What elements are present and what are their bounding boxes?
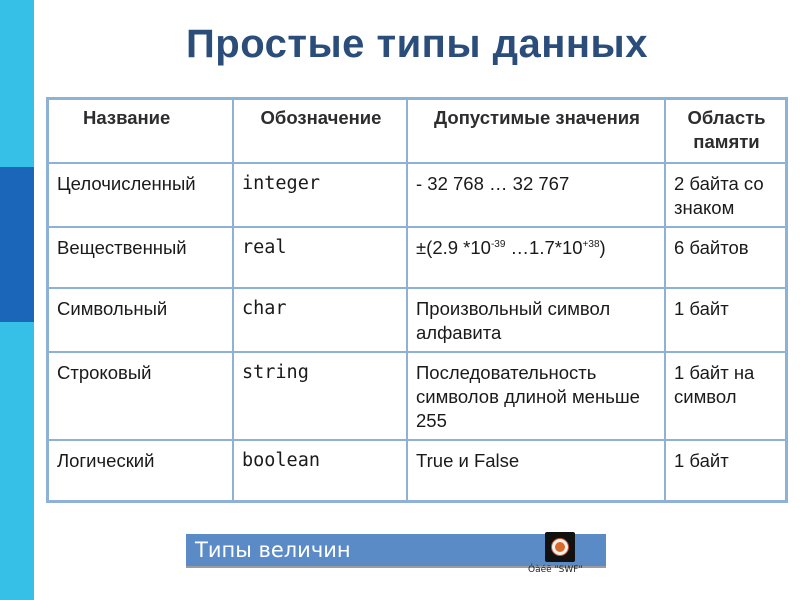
type-range: - 32 768 … 32 767	[407, 163, 665, 227]
range-exponent-min: -39	[490, 238, 506, 250]
type-memory: 1 байт на символ	[665, 352, 786, 440]
swf-file-icon[interactable]	[545, 532, 575, 562]
page-title: Простые типы данных	[186, 22, 648, 66]
type-name: Логический	[48, 440, 233, 501]
table-row	[48, 227, 786, 288]
data-types-table	[46, 97, 788, 503]
type-name: Целочисленный	[48, 163, 233, 227]
type-memory: 2 байта со знаком	[665, 163, 786, 227]
range-suffix: )	[599, 237, 606, 258]
type-code: real	[233, 227, 407, 288]
types-of-values-link[interactable]	[186, 534, 606, 568]
type-code: integer	[233, 163, 407, 227]
swf-icon-dot	[555, 542, 565, 552]
table-header-row	[48, 99, 786, 163]
table-row	[48, 288, 786, 352]
type-range: True и False	[407, 440, 665, 501]
swf-caption: Óàéë "SWF"	[528, 565, 583, 575]
range-middle: …1.7*10	[505, 237, 583, 258]
type-memory: 1 байт	[665, 440, 786, 501]
type-memory: 1 байт	[665, 288, 786, 352]
type-range	[407, 227, 665, 288]
left-stripe-accent	[0, 167, 34, 322]
type-range: Произвольный символ алфавита	[407, 288, 665, 352]
type-code: boolean	[233, 440, 407, 501]
type-code: string	[233, 352, 407, 440]
nav-label: Типы величин	[195, 538, 351, 562]
header-designation: Обозначение	[233, 99, 407, 163]
type-code: char	[233, 288, 407, 352]
table-row	[48, 163, 786, 227]
header-allowed-values: Допустимые значения	[407, 99, 665, 163]
range-prefix: ±(2.9 *10	[416, 237, 491, 258]
header-name: Название	[48, 99, 233, 163]
header-memory: Область памяти	[665, 99, 786, 163]
type-name: Строковый	[48, 352, 233, 440]
type-name: Вещественный	[48, 227, 233, 288]
range-exponent-max: +38	[582, 238, 600, 250]
type-memory: 6 байтов	[665, 227, 786, 288]
table-row	[48, 440, 786, 501]
type-range: Последовательность символов длиной меньше 255	[407, 352, 665, 440]
type-name: Символьный	[48, 288, 233, 352]
table-row	[48, 352, 786, 440]
